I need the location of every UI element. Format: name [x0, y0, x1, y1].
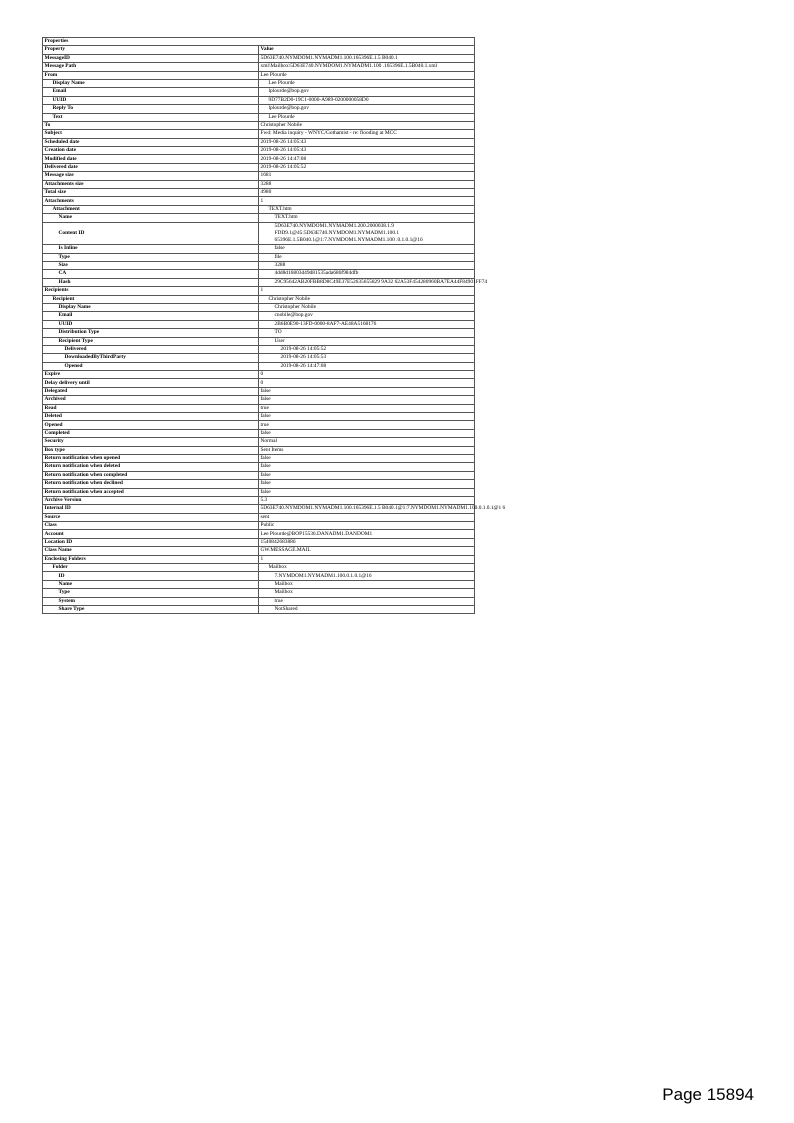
table-row — [43, 379, 475, 387]
table-row — [43, 113, 475, 121]
property-value: 3288 — [259, 180, 475, 188]
property-value: false — [259, 480, 475, 488]
table-row — [43, 597, 475, 605]
table-row — [43, 505, 475, 513]
property-value: Sent Items — [259, 446, 475, 454]
property-value: sent — [259, 513, 475, 521]
property-value: 2019-08-26 14:05:52 — [259, 345, 475, 353]
property-name: Subject — [43, 130, 259, 138]
property-value: User — [259, 337, 475, 345]
property-name: Email — [43, 312, 259, 320]
property-value: Lee Plourde — [259, 79, 475, 87]
property-name: Message size — [43, 172, 259, 180]
property-value: lplourde@bop.gov — [259, 88, 475, 96]
property-value: false — [259, 429, 475, 437]
table-row — [43, 278, 475, 286]
property-name: Delivered — [43, 345, 259, 353]
property-name: Folder — [43, 564, 259, 572]
property-value: cnobile@bop.gov — [259, 312, 475, 320]
table-row — [43, 96, 475, 104]
property-value: 2019-08-26 14:05:43 — [259, 147, 475, 155]
property-name: Class — [43, 522, 259, 530]
property-value: false — [259, 471, 475, 479]
property-value: 2019-08-26 14:47:08 — [259, 362, 475, 370]
table-row — [43, 513, 475, 521]
property-name: Delay delivery until — [43, 379, 259, 387]
table-row — [43, 295, 475, 303]
property-value: false — [259, 454, 475, 462]
table-row — [43, 345, 475, 353]
properties-table — [42, 37, 506, 614]
property-name: Reply To — [43, 105, 259, 113]
table-row — [43, 538, 475, 546]
property-name: Display Name — [43, 303, 259, 311]
property-value: 1 — [259, 197, 475, 205]
table-row — [43, 287, 475, 295]
property-name: Is Inline — [43, 245, 259, 253]
table-row — [43, 480, 475, 488]
property-name: Recipient — [43, 295, 259, 303]
property-value: 2B6B0E90-13FD-0000-8AF7-AE48A5168176 — [259, 320, 475, 328]
column-header-value: Value — [259, 46, 475, 54]
property-name: Type — [43, 589, 259, 597]
property-name: Archived — [43, 396, 259, 404]
table-row — [43, 253, 475, 261]
property-value: Public — [259, 522, 475, 530]
property-name: Attachments — [43, 197, 259, 205]
property-value: Mailbox — [259, 564, 475, 572]
table-row — [43, 387, 475, 395]
property-value: 4dd8d16803d49d81535ada686f984dfb — [259, 270, 475, 278]
property-name: Completed — [43, 429, 259, 437]
property-name: Recipients — [43, 287, 259, 295]
property-name: Deleted — [43, 413, 259, 421]
property-name: Archive Version — [43, 496, 259, 504]
property-value: false — [259, 245, 475, 253]
property-name: Message Path — [43, 63, 259, 71]
property-name: Expire — [43, 371, 259, 379]
property-value: 29C95642AB20FBB8D8C49E37E52635655829 9A32 62A53F454280960BA7EA44F84901FF74 — [259, 278, 475, 286]
property-value: lplourde@bop.gov — [259, 105, 475, 113]
property-name: Type — [43, 253, 259, 261]
property-value: 4980 — [259, 189, 475, 197]
table-row — [43, 337, 475, 345]
table-row — [43, 320, 475, 328]
property-name: Delegated — [43, 387, 259, 395]
property-value: Christopher Nobile — [259, 121, 475, 129]
table-row — [43, 371, 475, 379]
property-value-line: 65396E.1.5B040.1@1:7.NYMDOM1.NYMADM1.100 .0.1.0.1@16 — [274, 237, 423, 243]
property-name: Opened — [43, 362, 259, 370]
table-row — [43, 63, 475, 71]
table-row — [43, 564, 475, 572]
property-value: 2019-08-26 14:47:08 — [259, 155, 475, 163]
property-value-line: FDD9.1@45:5D63E740.NYMDOM1.NYMADM1.100.1 — [274, 229, 400, 236]
table-caption-row — [43, 38, 475, 46]
property-name: Content ID — [43, 222, 259, 245]
property-name: Attachment — [43, 205, 259, 213]
table-header-row — [43, 46, 475, 54]
table-row — [43, 172, 475, 180]
property-value: Christopher Nobile — [259, 303, 475, 311]
property-value: xml\Mailbox\5D63E740.NYMDOM1.NYMADM1.100 .165396E.1.5B040.1.xml — [259, 63, 475, 71]
property-value: 1540842683886 — [259, 538, 475, 546]
property-value: false — [259, 488, 475, 496]
property-name: Hash — [43, 278, 259, 286]
table-row — [43, 130, 475, 138]
table-row — [43, 463, 475, 471]
property-value: file — [259, 253, 475, 261]
table-row — [43, 270, 475, 278]
property-value: GW.MESSAGE.MAIL — [259, 547, 475, 555]
property-name: Enclosing Folders — [43, 555, 259, 563]
property-name: Read — [43, 404, 259, 412]
table-row — [43, 572, 475, 580]
table-row — [43, 71, 475, 79]
table-row — [43, 214, 475, 222]
table-row — [43, 488, 475, 496]
table-row — [43, 354, 475, 362]
column-header-property: Property — [43, 46, 259, 54]
property-name: Return notification when declined — [43, 480, 259, 488]
property-value: false — [259, 463, 475, 471]
table-row — [43, 496, 475, 504]
property-name: UUID — [43, 320, 259, 328]
property-name: UUID — [43, 96, 259, 104]
property-value: 7.NYMDOM1.NYMADM1.100.0.1.0.1@16 — [259, 572, 475, 580]
table-row — [43, 580, 475, 588]
table-row — [43, 261, 475, 269]
property-value: NotShared — [259, 606, 475, 614]
property-value: TEXT.htm — [259, 214, 475, 222]
table-row — [43, 589, 475, 597]
table-row — [43, 163, 475, 171]
table-row — [43, 471, 475, 479]
property-name: Source — [43, 513, 259, 521]
property-value: false — [259, 396, 475, 404]
property-name: Creation date — [43, 147, 259, 155]
property-value: Normal — [259, 438, 475, 446]
property-name: System — [43, 597, 259, 605]
property-value: true — [259, 404, 475, 412]
table-row — [43, 606, 475, 614]
property-value: 1 — [259, 287, 475, 295]
properties-table-body — [43, 38, 506, 614]
property-name: Opened — [43, 421, 259, 429]
property-name: Account — [43, 530, 259, 538]
table-row — [43, 138, 475, 146]
table-row — [43, 303, 475, 311]
property-name: Delivered date — [43, 163, 259, 171]
table-row — [43, 530, 475, 538]
property-value: 1 — [259, 555, 475, 563]
property-value: false — [259, 413, 475, 421]
property-value: TO — [259, 329, 475, 337]
property-name: Name — [43, 580, 259, 588]
property-name: MessageID — [43, 54, 259, 62]
table-row — [43, 147, 475, 155]
property-value: Mailbox — [259, 589, 475, 597]
property-value: 0 — [259, 371, 475, 379]
property-name: Box type — [43, 446, 259, 454]
property-name: ID — [43, 572, 259, 580]
property-name: Class Name — [43, 547, 259, 555]
table-caption: Properties — [43, 38, 475, 46]
property-name: Recipient Type — [43, 337, 259, 345]
property-value-line: 5D63E740.NYMDOM1.NYMADM1.200.2000038.1.9 — [274, 222, 394, 229]
table-row — [43, 454, 475, 462]
property-name: DownloadedByThirdParty — [43, 354, 259, 362]
property-value — [259, 222, 475, 245]
property-name: Display Name — [43, 79, 259, 87]
property-value: false — [259, 387, 475, 395]
table-row — [43, 54, 475, 62]
table-row — [43, 205, 475, 213]
property-name: Return notification when opened — [43, 454, 259, 462]
property-value: 5D63E740.NYMDOM1.NYMADM1.100.165396E.1.5 B040.1 — [259, 54, 475, 62]
table-row — [43, 522, 475, 530]
table-row — [43, 555, 475, 563]
property-name: Name — [43, 214, 259, 222]
table-row — [43, 189, 475, 197]
property-value: Fwd: Media inquiry - WNYC/Gothamist - re: flooding at MCC — [259, 130, 475, 138]
property-name: Scheduled date — [43, 138, 259, 146]
table-row — [43, 396, 475, 404]
table-row — [43, 79, 475, 87]
table-row — [43, 413, 475, 421]
table-row — [43, 329, 475, 337]
table-row — [43, 197, 475, 205]
property-name: Size — [43, 261, 259, 269]
table-row — [43, 312, 475, 320]
property-name: Share Type — [43, 606, 259, 614]
table-row — [43, 446, 475, 454]
property-value: 5D63E740.NYMDOM1.NYMADM1.100.165396E.1.5 B040.1@1:7.NYMDOM1.NYMADM1.100.0.1.0.1@1 6 — [260, 505, 506, 512]
property-value: Lee Plourde@BOP15536.DANADM1.DANDOM1 — [259, 530, 475, 538]
property-name: Text — [43, 113, 259, 121]
table-row — [43, 155, 475, 163]
table-row — [43, 404, 475, 412]
property-name: Distribution Type — [43, 329, 259, 337]
property-name: Return notification when deleted — [43, 463, 259, 471]
property-name: Total size — [43, 189, 259, 197]
property-value: 0 — [259, 379, 475, 387]
page-number: Page 15894 — [662, 1085, 754, 1104]
property-value: true — [259, 597, 475, 605]
table-row — [43, 421, 475, 429]
property-value: Christopher Nobile — [259, 295, 475, 303]
table-row — [43, 429, 475, 437]
property-name: Security — [43, 438, 259, 446]
property-name: From — [43, 71, 259, 79]
property-value: 2019-08-26 14:05:43 — [259, 138, 475, 146]
table-row — [43, 105, 475, 113]
property-name: Return notification when completed — [43, 471, 259, 479]
property-name: Location ID — [43, 538, 259, 546]
table-row — [43, 438, 475, 446]
property-value: Lee Plourde — [259, 113, 475, 121]
property-value: 3288 — [259, 261, 475, 269]
property-name: To — [43, 121, 259, 129]
property-value: TEXT.htm — [259, 205, 475, 213]
property-value: 5.3 — [259, 496, 475, 504]
property-name: Attachments size — [43, 180, 259, 188]
property-name: CA — [43, 270, 259, 278]
property-name: Modified date — [43, 155, 259, 163]
table-row — [43, 362, 475, 370]
table-row — [43, 88, 475, 96]
property-value: Lee Plourde — [259, 71, 475, 79]
property-value: 9D77B2D0-19C1-0000-A989-0200000058D0 — [259, 96, 475, 104]
table-row — [43, 180, 475, 188]
property-name: Email — [43, 88, 259, 96]
property-value: Mailbox — [259, 580, 475, 588]
table-row — [43, 245, 475, 253]
property-name: Return notification when accepted — [43, 488, 259, 496]
property-name: Internal ID — [43, 505, 259, 513]
property-value: 2019-08-26 14:05:52 — [259, 163, 475, 171]
table-row — [43, 121, 475, 129]
table-row — [43, 547, 475, 555]
property-value: 1681 — [259, 172, 475, 180]
table-row — [43, 222, 475, 245]
property-value: 2019-08-26 14:05:53 — [259, 354, 475, 362]
property-value: true — [259, 421, 475, 429]
